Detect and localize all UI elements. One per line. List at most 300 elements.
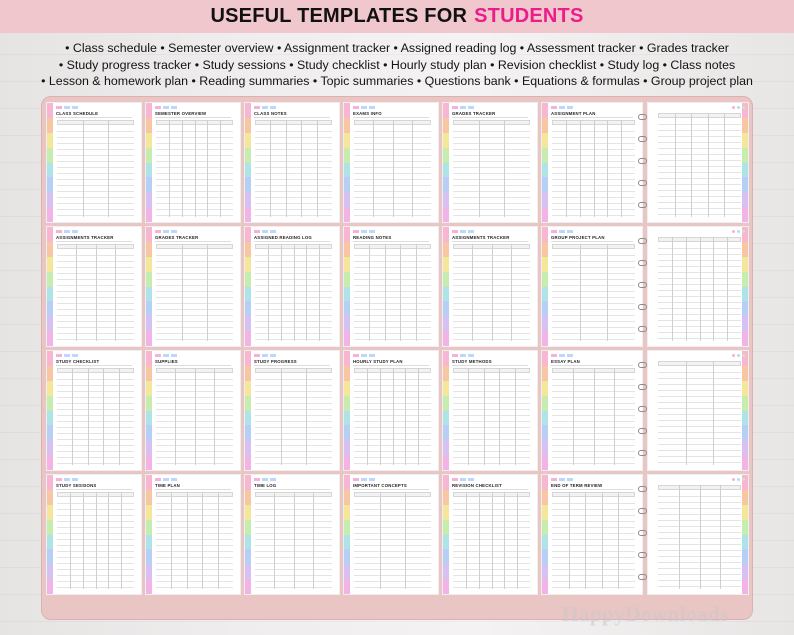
section-tab[interactable] [47,287,53,302]
section-tab[interactable] [146,579,152,594]
nav-link[interactable] [254,354,260,357]
section-tab[interactable] [542,148,548,163]
nav-dot[interactable] [732,106,735,109]
section-tab[interactable] [742,564,748,579]
section-tab[interactable] [742,287,748,302]
section-tab[interactable] [542,351,548,366]
section-tab[interactable] [344,192,350,207]
section-tab[interactable] [542,118,548,133]
section-tab[interactable] [47,440,53,455]
section-tab[interactable] [344,425,350,440]
section-tab[interactable] [742,490,748,505]
nav-link[interactable] [254,106,260,109]
section-tab[interactable] [146,287,152,302]
nav-link[interactable] [171,230,177,233]
section-tab[interactable] [344,396,350,411]
nav-dot[interactable] [737,354,740,357]
section-tab[interactable] [245,148,251,163]
nav-link[interactable] [369,478,375,481]
nav-link[interactable] [64,106,70,109]
section-tab[interactable] [542,381,548,396]
section-tab[interactable] [245,331,251,346]
section-tab[interactable] [245,242,251,257]
section-tab[interactable] [344,103,350,118]
section-tab[interactable] [344,475,350,490]
section-tab[interactable] [245,351,251,366]
nav-link[interactable] [270,106,276,109]
nav-link[interactable] [353,478,359,481]
section-tab[interactable] [443,242,449,257]
section-tab[interactable] [443,535,449,550]
section-tab[interactable] [344,520,350,535]
nav-link[interactable] [155,354,161,357]
section-tab[interactable] [245,564,251,579]
section-tab[interactable] [344,331,350,346]
nav-dot[interactable] [732,230,735,233]
section-tab[interactable] [146,549,152,564]
nav-link[interactable] [551,478,557,481]
nav-link[interactable] [468,230,474,233]
section-tab[interactable] [245,133,251,148]
nav-link[interactable] [567,230,573,233]
nav-link[interactable] [254,230,260,233]
section-tab[interactable] [742,505,748,520]
section-tab[interactable] [245,118,251,133]
section-tab[interactable] [542,227,548,242]
section-tab[interactable] [245,490,251,505]
section-tab[interactable] [542,163,548,178]
section-tab[interactable] [47,381,53,396]
section-tab[interactable] [146,163,152,178]
nav-link[interactable] [361,354,367,357]
section-tab[interactable] [742,257,748,272]
section-tab[interactable] [542,455,548,470]
nav-link[interactable] [460,354,466,357]
section-tab[interactable] [542,490,548,505]
nav-link[interactable] [155,106,161,109]
section-tab[interactable] [245,366,251,381]
nav-link[interactable] [361,230,367,233]
section-tab[interactable] [542,475,548,490]
section-tab[interactable] [146,366,152,381]
section-tab[interactable] [542,366,548,381]
section-tab[interactable] [344,163,350,178]
section-tab[interactable] [47,396,53,411]
section-tab[interactable] [245,475,251,490]
nav-link[interactable] [155,478,161,481]
nav-link[interactable] [270,230,276,233]
section-tab[interactable] [344,535,350,550]
section-tab[interactable] [443,331,449,346]
section-tab[interactable] [344,381,350,396]
nav-dot[interactable] [732,478,735,481]
nav-link[interactable] [56,230,62,233]
section-tab[interactable] [742,316,748,331]
section-tab[interactable] [742,440,748,455]
section-tab[interactable] [344,366,350,381]
nav-link[interactable] [452,354,458,357]
section-tab[interactable] [542,257,548,272]
section-tab[interactable] [47,118,53,133]
nav-link[interactable] [353,106,359,109]
section-tab[interactable] [443,549,449,564]
section-tab[interactable] [47,549,53,564]
section-tab[interactable] [742,177,748,192]
nav-link[interactable] [468,354,474,357]
section-tab[interactable] [146,331,152,346]
section-tab[interactable] [146,535,152,550]
section-tab[interactable] [742,381,748,396]
nav-dot[interactable] [742,354,745,357]
section-tab[interactable] [47,475,53,490]
section-tab[interactable] [542,103,548,118]
section-tab[interactable] [245,549,251,564]
nav-link[interactable] [551,354,557,357]
section-tab[interactable] [542,535,548,550]
nav-link[interactable] [64,230,70,233]
nav-link[interactable] [369,106,375,109]
section-tab[interactable] [47,272,53,287]
nav-dot[interactable] [732,354,735,357]
nav-link[interactable] [72,230,78,233]
section-tab[interactable] [146,475,152,490]
nav-link[interactable] [460,230,466,233]
nav-link[interactable] [468,478,474,481]
section-tab[interactable] [146,490,152,505]
section-tab[interactable] [245,440,251,455]
nav-dot[interactable] [737,478,740,481]
nav-link[interactable] [72,106,78,109]
section-tab[interactable] [146,520,152,535]
section-tab[interactable] [47,257,53,272]
section-tab[interactable] [344,505,350,520]
nav-link[interactable] [56,106,62,109]
section-tab[interactable] [542,177,548,192]
nav-link[interactable] [64,354,70,357]
section-tab[interactable] [146,440,152,455]
section-tab[interactable] [47,331,53,346]
section-tab[interactable] [742,301,748,316]
section-tab[interactable] [742,396,748,411]
section-tab[interactable] [542,425,548,440]
section-tab[interactable] [742,455,748,470]
nav-link[interactable] [155,230,161,233]
section-tab[interactable] [245,316,251,331]
section-tab[interactable] [443,411,449,426]
section-tab[interactable] [542,505,548,520]
nav-link[interactable] [567,106,573,109]
section-tab[interactable] [443,257,449,272]
nav-link[interactable] [163,478,169,481]
section-tab[interactable] [443,381,449,396]
section-tab[interactable] [146,257,152,272]
section-tab[interactable] [542,287,548,302]
section-tab[interactable] [146,148,152,163]
section-tab[interactable] [443,520,449,535]
section-tab[interactable] [146,272,152,287]
nav-dot[interactable] [742,230,745,233]
section-tab[interactable] [742,133,748,148]
section-tab[interactable] [344,564,350,579]
section-tab[interactable] [344,287,350,302]
section-tab[interactable] [542,133,548,148]
section-tab[interactable] [245,103,251,118]
nav-link[interactable] [262,106,268,109]
section-tab[interactable] [742,411,748,426]
section-tab[interactable] [47,505,53,520]
section-tab[interactable] [542,411,548,426]
section-tab[interactable] [146,381,152,396]
section-tab[interactable] [146,118,152,133]
nav-link[interactable] [460,478,466,481]
section-tab[interactable] [542,301,548,316]
section-tab[interactable] [443,564,449,579]
section-tab[interactable] [146,192,152,207]
section-tab[interactable] [146,396,152,411]
section-tab[interactable] [146,133,152,148]
section-tab[interactable] [47,579,53,594]
section-tab[interactable] [245,381,251,396]
section-tab[interactable] [47,148,53,163]
section-tab[interactable] [742,520,748,535]
section-tab[interactable] [344,549,350,564]
section-tab[interactable] [443,272,449,287]
section-tab[interactable] [344,118,350,133]
section-tab[interactable] [47,564,53,579]
section-tab[interactable] [344,227,350,242]
nav-link[interactable] [72,354,78,357]
section-tab[interactable] [443,103,449,118]
section-tab[interactable] [742,425,748,440]
section-tab[interactable] [344,272,350,287]
section-tab[interactable] [47,192,53,207]
nav-dot[interactable] [737,106,740,109]
section-tab[interactable] [344,177,350,192]
section-tab[interactable] [146,505,152,520]
section-tab[interactable] [146,177,152,192]
nav-link[interactable] [452,230,458,233]
section-tab[interactable] [742,148,748,163]
section-tab[interactable] [742,366,748,381]
section-tab[interactable] [47,133,53,148]
section-tab[interactable] [443,287,449,302]
section-tab[interactable] [542,564,548,579]
nav-link[interactable] [171,478,177,481]
section-tab[interactable] [146,411,152,426]
section-tab[interactable] [47,163,53,178]
nav-link[interactable] [262,354,268,357]
section-tab[interactable] [443,163,449,178]
nav-link[interactable] [72,478,78,481]
section-tab[interactable] [245,257,251,272]
section-tab[interactable] [443,316,449,331]
section-tab[interactable] [245,411,251,426]
section-tab[interactable] [245,227,251,242]
nav-link[interactable] [559,478,565,481]
nav-link[interactable] [254,478,260,481]
nav-link[interactable] [468,106,474,109]
section-tab[interactable] [443,118,449,133]
section-tab[interactable] [146,227,152,242]
section-tab[interactable] [47,455,53,470]
section-tab[interactable] [344,148,350,163]
section-tab[interactable] [742,272,748,287]
section-tab[interactable] [443,227,449,242]
section-tab[interactable] [443,192,449,207]
nav-dot[interactable] [742,106,745,109]
section-tab[interactable] [443,148,449,163]
section-tab[interactable] [47,316,53,331]
section-tab[interactable] [542,520,548,535]
nav-link[interactable] [567,354,573,357]
section-tab[interactable] [245,287,251,302]
section-tab[interactable] [47,535,53,550]
section-tab[interactable] [245,579,251,594]
section-tab[interactable] [443,475,449,490]
section-tab[interactable] [245,455,251,470]
nav-dot[interactable] [742,478,745,481]
section-tab[interactable] [542,331,548,346]
nav-link[interactable] [64,478,70,481]
section-tab[interactable] [47,366,53,381]
nav-link[interactable] [163,106,169,109]
section-tab[interactable] [146,207,152,222]
section-tab[interactable] [542,207,548,222]
section-tab[interactable] [146,455,152,470]
section-tab[interactable] [245,207,251,222]
nav-link[interactable] [452,106,458,109]
nav-link[interactable] [262,230,268,233]
section-tab[interactable] [47,242,53,257]
section-tab[interactable] [47,520,53,535]
section-tab[interactable] [47,351,53,366]
section-tab[interactable] [344,316,350,331]
section-tab[interactable] [245,396,251,411]
section-tab[interactable] [443,366,449,381]
section-tab[interactable] [344,257,350,272]
nav-link[interactable] [171,354,177,357]
section-tab[interactable] [344,351,350,366]
section-tab[interactable] [742,242,748,257]
section-tab[interactable] [542,316,548,331]
section-tab[interactable] [742,549,748,564]
section-tab[interactable] [245,535,251,550]
nav-dot[interactable] [737,230,740,233]
section-tab[interactable] [542,549,548,564]
section-tab[interactable] [443,505,449,520]
section-tab[interactable] [47,411,53,426]
section-tab[interactable] [443,301,449,316]
section-tab[interactable] [344,579,350,594]
nav-link[interactable] [353,354,359,357]
section-tab[interactable] [245,505,251,520]
section-tab[interactable] [344,411,350,426]
section-tab[interactable] [47,207,53,222]
section-tab[interactable] [245,520,251,535]
section-tab[interactable] [47,425,53,440]
nav-link[interactable] [452,478,458,481]
nav-link[interactable] [270,354,276,357]
section-tab[interactable] [443,177,449,192]
nav-link[interactable] [551,230,557,233]
section-tab[interactable] [146,316,152,331]
section-tab[interactable] [146,564,152,579]
nav-link[interactable] [262,478,268,481]
section-tab[interactable] [443,133,449,148]
section-tab[interactable] [542,192,548,207]
nav-link[interactable] [163,354,169,357]
section-tab[interactable] [344,455,350,470]
nav-link[interactable] [460,106,466,109]
section-tab[interactable] [742,192,748,207]
nav-link[interactable] [361,106,367,109]
nav-link[interactable] [270,478,276,481]
section-tab[interactable] [542,396,548,411]
section-tab[interactable] [443,425,449,440]
section-tab[interactable] [146,351,152,366]
section-tab[interactable] [443,351,449,366]
nav-link[interactable] [559,230,565,233]
section-tab[interactable] [344,301,350,316]
section-tab[interactable] [344,133,350,148]
section-tab[interactable] [245,301,251,316]
section-tab[interactable] [245,177,251,192]
section-tab[interactable] [443,207,449,222]
section-tab[interactable] [146,103,152,118]
section-tab[interactable] [542,440,548,455]
section-tab[interactable] [47,177,53,192]
section-tab[interactable] [542,242,548,257]
section-tab[interactable] [146,242,152,257]
section-tab[interactable] [742,331,748,346]
section-tab[interactable] [742,163,748,178]
section-tab[interactable] [742,207,748,222]
section-tab[interactable] [245,163,251,178]
nav-link[interactable] [56,478,62,481]
section-tab[interactable] [443,440,449,455]
nav-link[interactable] [56,354,62,357]
section-tab[interactable] [344,207,350,222]
nav-link[interactable] [369,230,375,233]
nav-link[interactable] [369,354,375,357]
section-tab[interactable] [542,272,548,287]
section-tab[interactable] [742,535,748,550]
nav-link[interactable] [163,230,169,233]
section-tab[interactable] [742,579,748,594]
section-tab[interactable] [245,425,251,440]
section-tab[interactable] [443,579,449,594]
nav-link[interactable] [171,106,177,109]
section-tab[interactable] [443,490,449,505]
section-tab[interactable] [443,396,449,411]
section-tab[interactable] [344,490,350,505]
section-tab[interactable] [47,103,53,118]
nav-link[interactable] [559,106,565,109]
section-tab[interactable] [742,118,748,133]
section-tab[interactable] [344,242,350,257]
nav-link[interactable] [567,478,573,481]
section-tab[interactable] [344,440,350,455]
section-tab[interactable] [47,301,53,316]
section-tab[interactable] [146,301,152,316]
section-tab[interactable] [245,192,251,207]
section-tab[interactable] [47,490,53,505]
nav-link[interactable] [361,478,367,481]
nav-link[interactable] [551,106,557,109]
section-tab[interactable] [443,455,449,470]
section-tab[interactable] [542,579,548,594]
section-tab[interactable] [47,227,53,242]
